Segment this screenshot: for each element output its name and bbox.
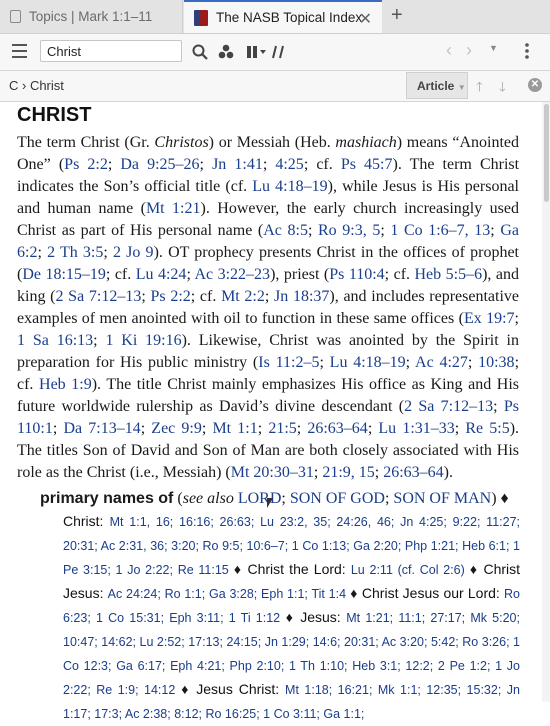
- view-dropdown-label: Article: [417, 79, 455, 93]
- new-tab-icon[interactable]: +: [391, 4, 403, 26]
- mouse-cursor-icon: [267, 498, 273, 508]
- close-search-icon[interactable]: ✕: [528, 78, 542, 92]
- resource-toolbar: [0, 34, 550, 71]
- view-dropdown-button[interactable]: [406, 72, 468, 99]
- subheading-primary-names: [40, 490, 509, 508]
- panel-layout-icon[interactable]: [246, 44, 266, 60]
- article-content: [0, 102, 542, 721]
- visual-filter-icon[interactable]: [218, 44, 234, 60]
- tab-nasb-topical-index[interactable]: [184, 0, 382, 33]
- tab-topics-label: Topics | Mark 1:1–11: [29, 9, 153, 24]
- parallel-resources-icon[interactable]: [271, 44, 287, 60]
- previous-article-icon[interactable]: 🡑: [476, 79, 483, 94]
- tab-bar: [0, 0, 550, 34]
- book-cover-icon: [194, 10, 208, 26]
- scrollbar-thumb[interactable]: [544, 104, 549, 202]
- page-icon: [10, 10, 21, 23]
- breadcrumb[interactable]: C › Christ: [9, 78, 64, 93]
- more-options-icon[interactable]: [525, 43, 529, 59]
- names-list: Christ: Mt 1:1, 16; 16:16; 26:63; Lu 23:2, 35; 24:26, 46; Jn 4:25; 9:22; 11:27; 20:31; Ac 2:31, 36; 3:20; Ro 9:5; 10:6–7; 1 Co 1:13; Ga 2:20; Php 1:21; Heb 6:1; 1 Pe 3:15; 1 Jo 2:22; Re 11:15 ♦ Christ the Lord: Lu 2:11 (cf. Col 2:6) ♦ Christ Jesus: Ac 24:24; Ro 1:1; Ga 3:28; Eph 1:1; Tit 1:4 ♦ Christ Jesus our Lord: Ro 6:23; 1 Co 15:31; Eph 3:11; 1 Ti 1:12 ♦ Jesus: Mt 1:21; 11:1; 27:17; Mk 5:20; 10:47; 14:62; Lu 2:52; 17:13; 24:15; Jn 1:29; 14:6; 20:31; Ac 3:20; 5:42; Ro 3:26; 1 Co 12:3; Ga 6:17; Eph 4:21; Php 2:10; 1 Th 1:10; Heb 3:1; 12:2; 2 Pe 1:2; 1 Jo 2:22; Re 1:9; 14:12 ♦ Jesus Christ: Mt 1:18; 16:21; Mk 1:1; 12:35; 15:32; Jn 1:17; 17:3; Ac 2:38; 8:12; Ro 16:25; 1 Co 3:11; Ga 1:1;: [63, 513, 521, 721]
- close-tab-icon[interactable]: ✕: [358, 11, 372, 28]
- menu-icon[interactable]: [12, 44, 27, 62]
- article-heading: CHRIST: [17, 104, 92, 126]
- forward-icon[interactable]: ›: [466, 40, 472, 60]
- see-also-links[interactable]: (see also LORD; SON OF GOD; SON OF MAN) ♦: [177, 490, 509, 507]
- article-body: The term Christ (Gr. Christos) or Messiah (Heb. mashiach) means “Anointed One” (Ps 2:2; Da 9:25–26; Jn 1:41; 4:25; cf. Ps 45:7). The term Christ indicates the Son’s official title (cf. Lu 4:18–19), while Jesus is His personal and human name (Mt 1:21). However, the early church increasingly used Christ as part of His personal name (Ac 8:5; Ro 9:3, 5; 1 Co 1:6–7, 13; Ga 6:2; 2 Th 3:5; 2 Jo 9). OT prophecy presents Christ in the offices of prophet (De 18:15–19; cf. Lu 4:24; Ac 3:22–23), priest (Ps 110:4; cf. Heb 5:5–6), and king (2 Sa 7:12–13; Ps 2:2; cf. Mt 2:2; Jn 18:37), and includes representative examples of men anointed with oil to function in these same offices (Ex 19:7; 1 Sa 16:13; 1 Ki 19:16). Likewise, Christ was anointed by the Spirit in preparation for His public ministry (Is 11:2–5; Lu 4:18–19; Ac 4:27; 10:38; cf. Heb 1:9). The title Christ mainly emphasizes His office as King and His future worldwide rulership as David’s divine descendant (2 Sa 7:12–13; Ps 110:1; Da 7:13–14; Zec 9:9; Mt 1:1; 21:5; 26:63–64; Lu 1:31–33; Re 5:5). The titles Son of David and Son of Man are both closely associated with His role as the Christ (i.e., Messiah) (Mt 20:30–31; 21:9, 15; 26:63–64).: [17, 134, 520, 481]
- subheading-label: primary names of: [40, 490, 174, 507]
- tab-nasb-label: The NASB Topical Index: [216, 10, 363, 25]
- next-article-icon[interactable]: 🡓: [499, 79, 506, 94]
- chevron-down-icon: ▼: [457, 83, 466, 92]
- back-icon[interactable]: ‹: [446, 40, 452, 60]
- tab-topics[interactable]: [0, 0, 183, 33]
- search-icon[interactable]: [192, 44, 208, 60]
- search-input[interactable]: Christ: [40, 40, 182, 62]
- history-dropdown-icon[interactable]: ▼: [489, 43, 498, 53]
